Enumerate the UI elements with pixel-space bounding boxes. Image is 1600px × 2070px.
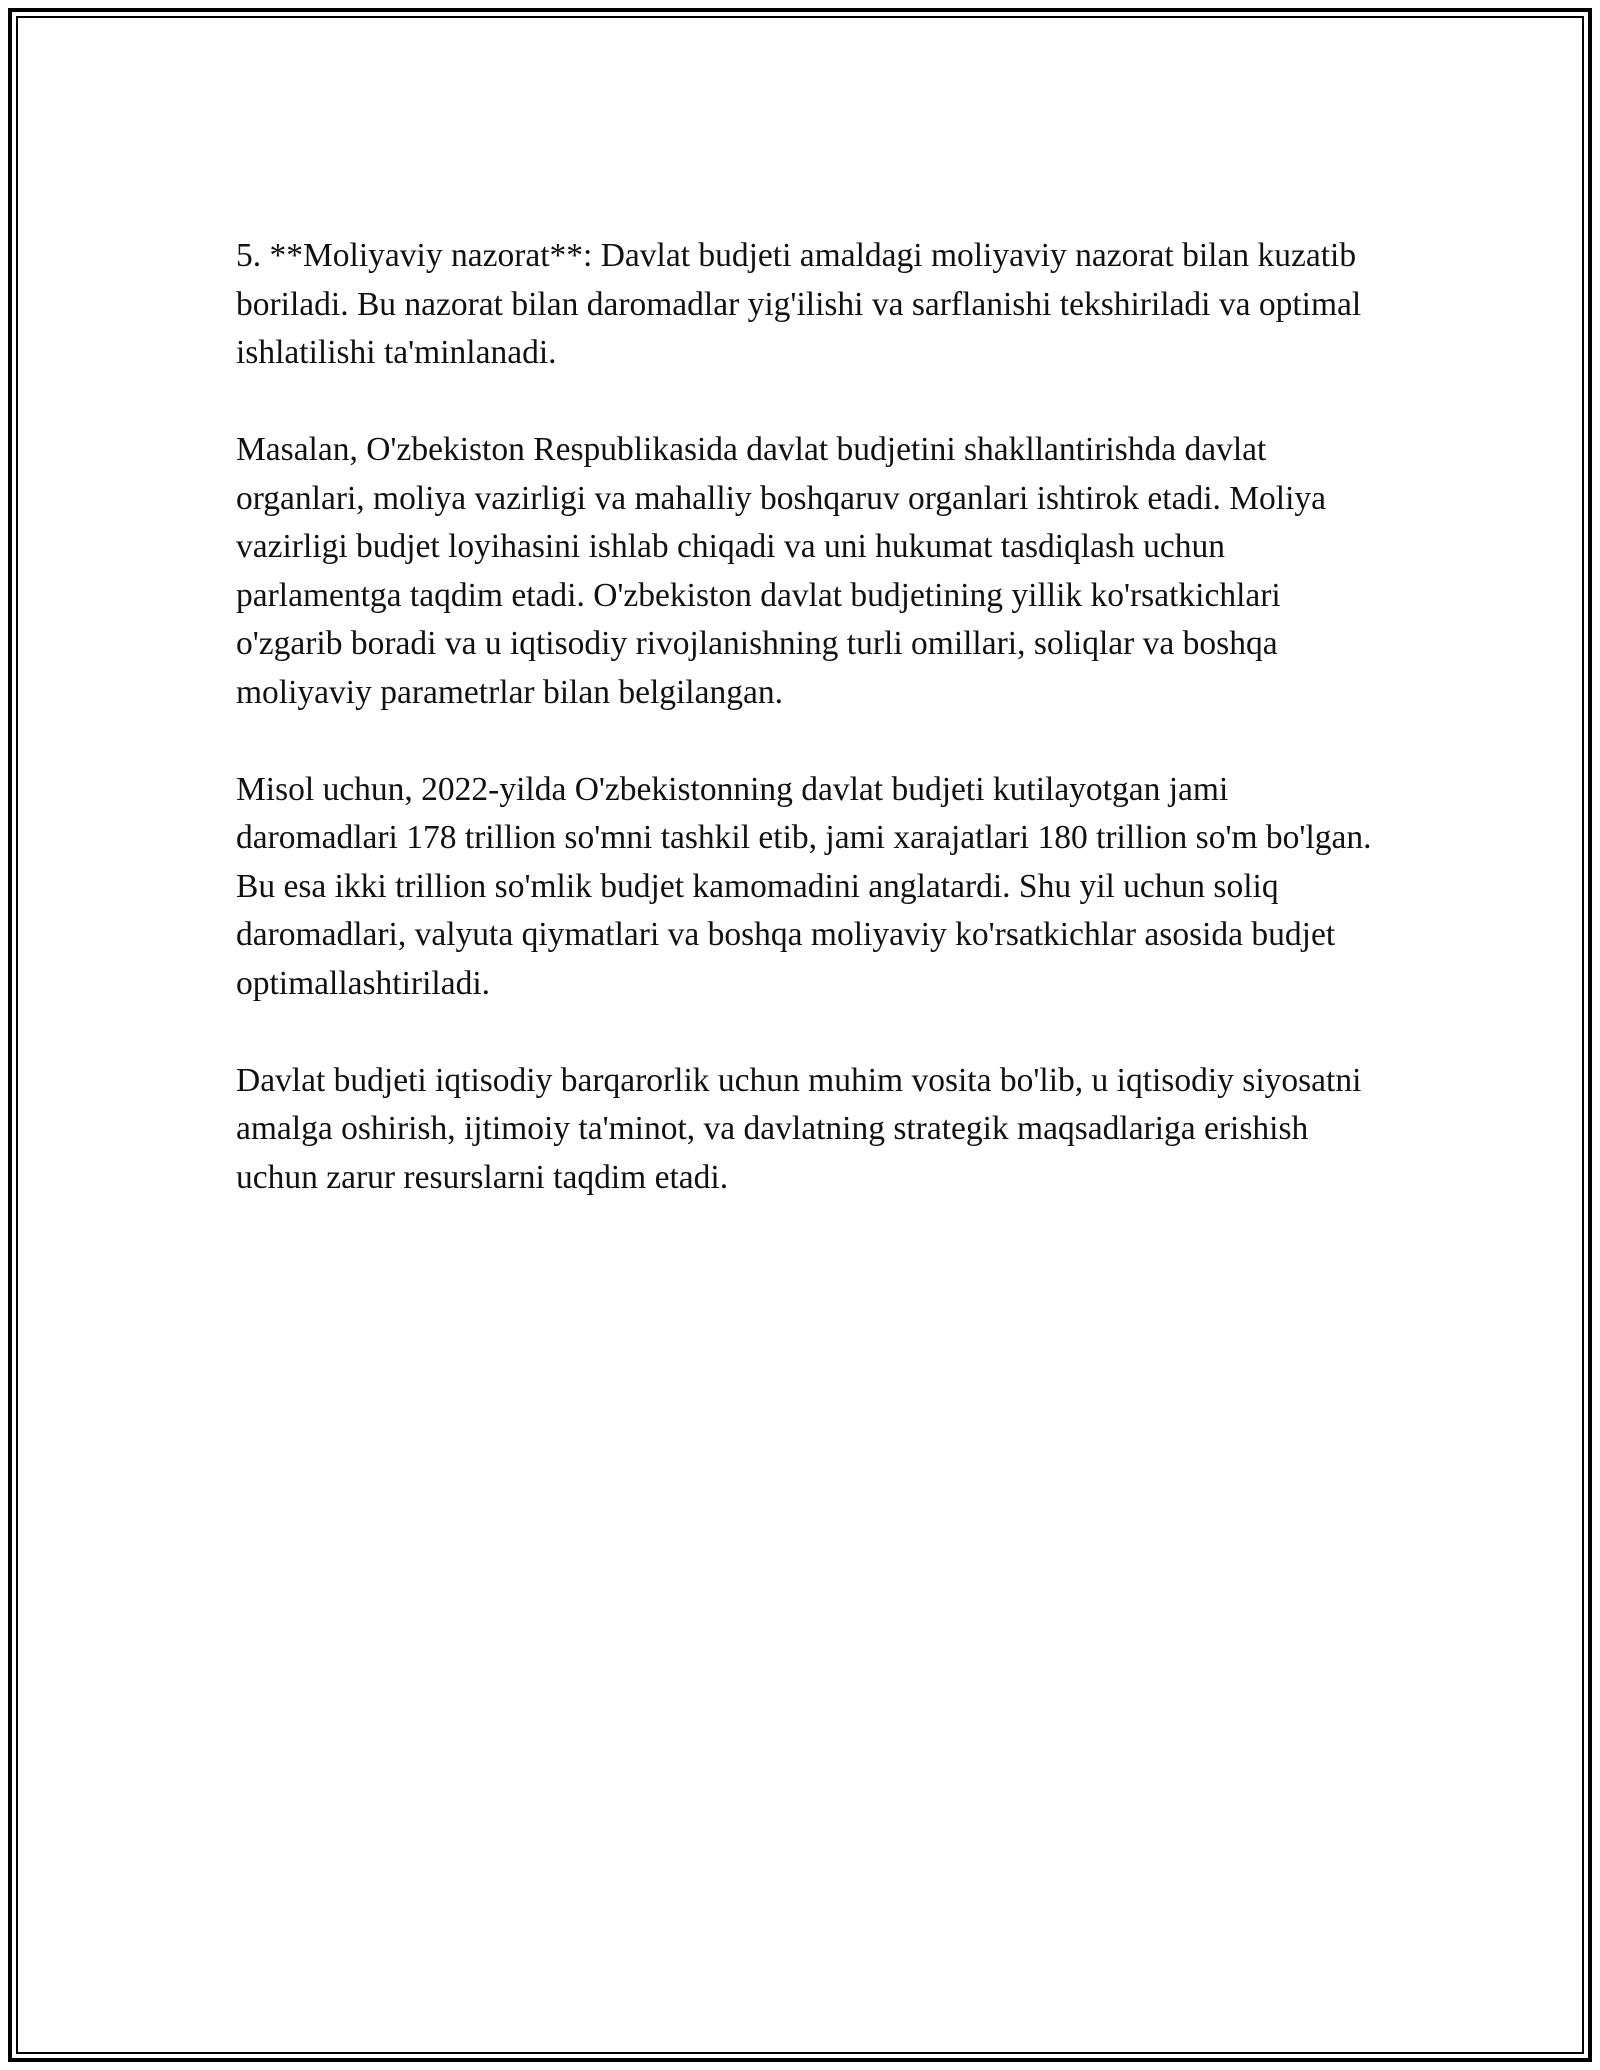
paragraph-2022-example: Misol uchun, 2022-yilda O'zbekistonning davlat budjeti kutilayotgan jami daromadlari 178 trillion so'mni tashkil etib, jami xarajatlari 180 trillion so'm bo'lgan. Bu esa ikki trillion so'mlik budjet kamomadini anglatardi. Shu yil uchun soliq daromadlari, valyuta qiymatlari va boshqa moliyaviy ko'rsatkichlar asosida budjet optimallashtiriladi. bbox=[236, 770, 1372, 1002]
paragraph-conclusion: Davlat budjeti iqtisodiy barqarorlik uchun muhim vosita bo'lib, u iqtisodiy siyosatni amalga oshirish, ijtimoiy ta'minot, va davlatning strategik maqsadlariga erishish uchun zarur resurslarni taqdim etadi. bbox=[236, 1061, 1362, 1196]
paragraph-financial-control: 5. **Moliyaviy nazorat**: Davlat budjeti amaldagi moliyaviy nazorat bilan kuzatib boriladi. Bu nazorat bilan daromadlar yig'ilishi va sarflanishi tekshiriladi va optimal ishlatilishi ta'minlanadi. bbox=[236, 237, 1362, 371]
paragraph-budget-formation: Masalan, O'zbekiston Respublikasida davlat budjetini shakllantirishda davlat organlari, moliya vazirligi va mahalliy boshqaruv organlari ishtirok etadi. Moliya vazirligi budjet loyihasini ishlab chiqadi va uni hukumat tasdiqlash uchun parlamentga taqdim etadi. O'zbekiston davlat budjetining yillik ko'rsatkichlari o'zgarib boradi va u iqtisodiy rivojlanishning turli omillari, soliqlar va boshqa moliyaviy parametrlar bilan belgilangan. bbox=[236, 431, 1327, 711]
document-body bbox=[236, 232, 1376, 1202]
